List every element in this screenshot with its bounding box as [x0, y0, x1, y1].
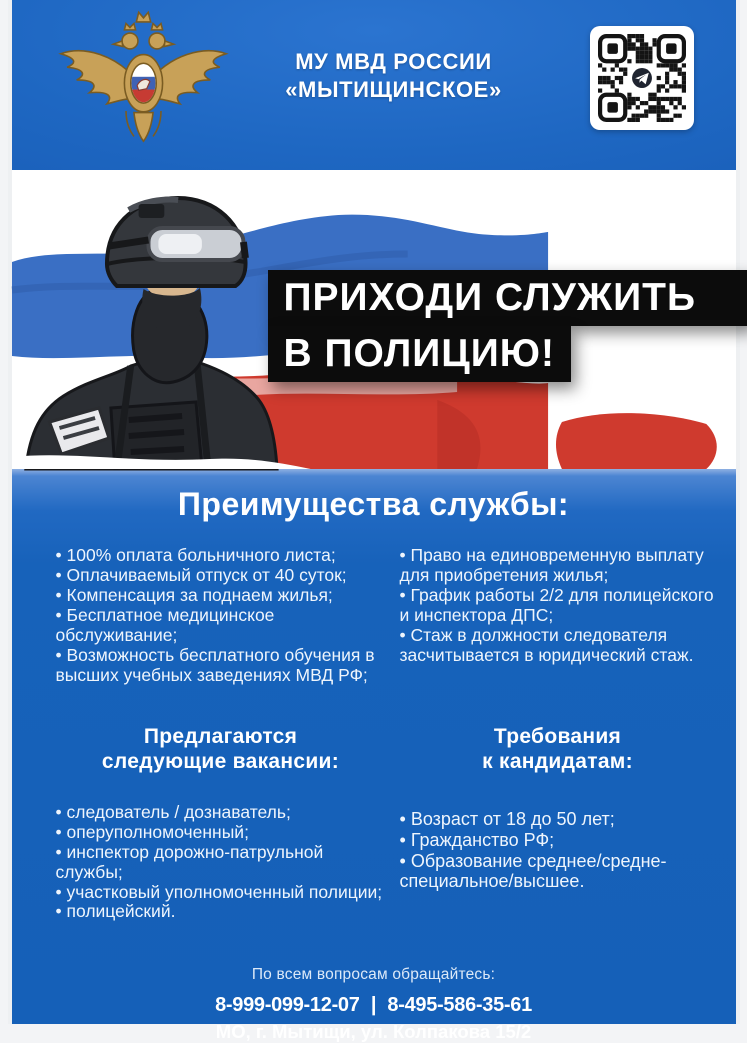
requirements-block — [400, 724, 716, 923]
qr-code-svg — [598, 34, 686, 122]
header — [12, 0, 736, 170]
hero-section — [12, 170, 736, 469]
requirement-item: • Возраст от 18 до 50 лет; — [400, 809, 716, 830]
benefit-item: • Оплачиваемый отпуск от 40 суток; — [56, 566, 386, 586]
column-gap — [386, 724, 400, 923]
benefits-title: Преимущества службы: — [12, 469, 736, 523]
benefit-item: • Бесплатное медицинское обслуживание; — [56, 606, 386, 646]
mvd-eagle-emblem-icon — [56, 6, 231, 164]
footer-contacts — [12, 966, 736, 1043]
mvd-eagle-emblem-svg — [56, 6, 231, 157]
vacancy-item: • полицейский. — [56, 902, 386, 922]
info-section — [12, 469, 736, 1024]
vacancies-heading — [56, 724, 386, 775]
requirements-heading-line2: к кандидатам: — [400, 749, 716, 775]
benefits-list-left — [56, 546, 386, 686]
vacancies-heading-line1: Предлагаются — [56, 724, 386, 750]
vacancy-item: • инспектор дорожно-патрульной службы; — [56, 843, 386, 883]
slogan-line1: ПРИХОДИ СЛУЖИТЬ — [268, 270, 747, 326]
benefit-item: • 100% оплата больничного листа; — [56, 546, 386, 566]
contact-note: По всем вопросам обращайтесь: — [12, 966, 736, 984]
qr-code — [590, 26, 694, 130]
slogan-banner — [268, 270, 747, 382]
benefit-item: • Компенсация за поднаем жилья; — [56, 586, 386, 606]
vacancy-item: • участковый уполномоченный полиции; — [56, 883, 386, 903]
flag-red-blob — [555, 413, 716, 469]
requirement-item: • Гражданство РФ; — [400, 830, 716, 851]
benefit-item: • Право на единовременную выплату для приобретения жилья; — [400, 546, 716, 586]
phone-numbers — [12, 994, 736, 1017]
requirements-heading — [400, 724, 716, 775]
vacancy-item: • следователь / дознаватель; — [56, 803, 386, 823]
column-gap — [386, 546, 400, 686]
benefit-item: • Стаж в должности следователя засчитывается в юридический стаж. — [400, 626, 716, 666]
vacancies-block — [56, 724, 386, 923]
requirements-heading-line1: Требования — [400, 724, 716, 750]
recruitment-poster — [8, 0, 740, 1024]
vacancies-heading-line2: следующие вакансии: — [56, 749, 386, 775]
slogan-line2: В ПОЛИЦИЮ! — [268, 326, 572, 382]
vacancies-requirements-columns — [12, 724, 736, 923]
phone-separator: | — [365, 994, 382, 1016]
vacancy-item: • оперуполномоченный; — [56, 823, 386, 843]
benefits-list-right — [400, 546, 716, 686]
telegram-icon — [629, 66, 653, 90]
benefit-item: • Возможность бесплатного обучения в высших учебных заведениях МВД РФ; — [56, 646, 386, 686]
org-title-line2: «МЫТИЩИНСКОЕ» — [222, 76, 566, 104]
address: МО, г. Мытищи, ул. Колпакова 15/2 — [12, 1021, 736, 1043]
phone-number-1: 8-999-099-12-07 — [215, 994, 360, 1016]
vacancies-list — [56, 803, 386, 923]
phone-number-2: 8-495-586-35-61 — [387, 994, 532, 1016]
org-title — [222, 48, 566, 104]
benefit-item: • График работы 2/2 для полицейского и инспектора ДПС; — [400, 586, 716, 626]
org-title-line1: МУ МВД РОССИИ — [222, 48, 566, 76]
requirement-item: • Образование среднее/средне-специальное/высшее. — [400, 851, 716, 893]
requirements-list — [400, 809, 716, 893]
benefits-columns — [12, 546, 736, 686]
